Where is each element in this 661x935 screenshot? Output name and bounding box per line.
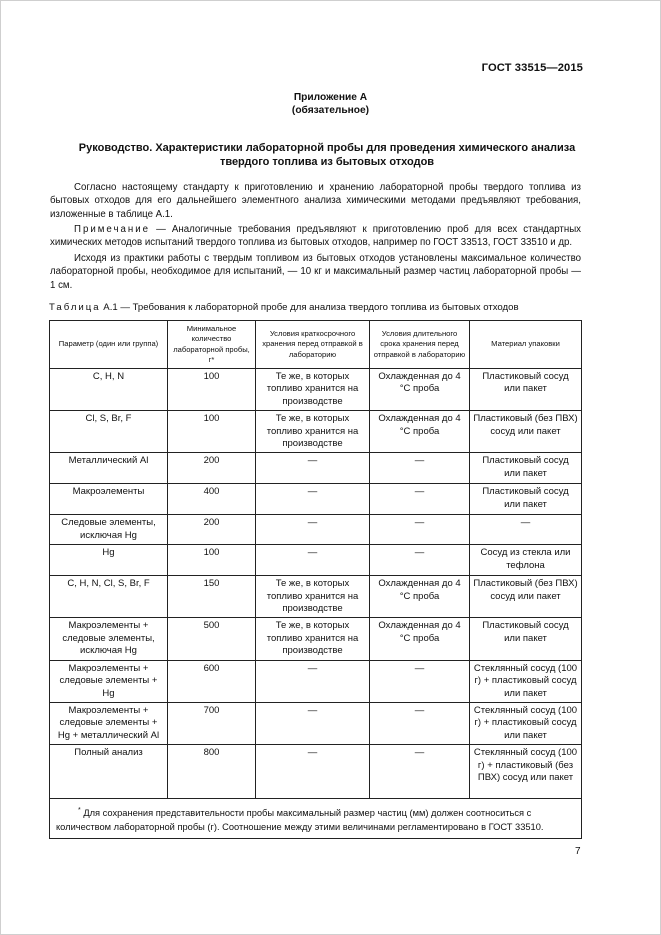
cell-short-storage: —	[256, 660, 370, 702]
note-label: Примечание	[74, 224, 151, 235]
cell-long-storage: Охлажденная до 4 °C проба	[370, 369, 470, 411]
cell-quantity: 200	[168, 453, 256, 484]
cell-packaging: Стеклянный сосуд (100 г) + пластиковый сосуд или пакет	[470, 702, 582, 744]
cell-quantity: 400	[168, 484, 256, 515]
cell-short-storage: —	[256, 745, 370, 799]
header-parameter: Параметр (один или группа)	[50, 321, 168, 369]
table-footnote-row	[50, 799, 582, 839]
table-row	[50, 411, 582, 453]
annex-title: Приложение А	[293, 92, 368, 103]
footnote-text: Для сохранения представительности пробы максимальный размер частиц (мм) должен соотноситься с количеством лабораторной пробы (г). Соотношение между этими величинами регламентировано в ГОСТ 33510.	[56, 808, 544, 832]
cell-packaging: Пластиковый сосуд или пакет	[470, 484, 582, 515]
cell-packaging: Пластиковый сосуд или пакет	[470, 369, 582, 411]
table-row	[50, 545, 582, 576]
cell-short-storage: Те же, в которых топливо хранится на производстве	[256, 576, 370, 618]
footnote-mark: *	[78, 807, 81, 815]
cell-parameter: Полный анализ	[50, 745, 168, 799]
cell-long-storage: Охлажденная до 4 °C проба	[370, 411, 470, 453]
cell-long-storage: —	[370, 453, 470, 484]
cell-long-storage: —	[370, 545, 470, 576]
cell-packaging: Пластиковый (без ПВХ) сосуд или пакет	[470, 411, 582, 453]
header-min-quantity: Минимальное количество лабораторной пробы, г*	[168, 321, 256, 369]
table-header-row	[50, 321, 582, 369]
cell-packaging: Пластиковый сосуд или пакет	[470, 618, 582, 660]
cell-long-storage: —	[370, 745, 470, 799]
table-row	[50, 453, 582, 484]
cell-parameter: Hg	[50, 545, 168, 576]
cell-quantity: 100	[168, 369, 256, 411]
cell-quantity: 500	[168, 618, 256, 660]
table-row	[50, 369, 582, 411]
cell-parameter: Макроэлементы + следовые элементы + Hg	[50, 660, 168, 702]
cell-short-storage: Те же, в которых топливо хранится на производстве	[256, 369, 370, 411]
table-caption-text: А.1 — Требования к лабораторной пробе для анализа твердого топлива из бытовых отходов	[100, 302, 519, 313]
cell-quantity: 200	[168, 515, 256, 545]
cell-packaging: —	[470, 515, 582, 545]
cell-parameter: Макроэлементы + следовые элементы + Hg + металлический Al	[50, 702, 168, 744]
cell-parameter: Металлический Al	[50, 453, 168, 484]
cell-parameter: Макроэлементы + следовые элементы, исключая Hg	[50, 618, 168, 660]
table-row	[50, 745, 582, 799]
paragraph-intro: Согласно настоящему стандарту к приготовлению и хранению лабораторной пробы твердого топлива из бытовых отходов для его дальнейшего элементного анализа химическими методами предъявляют требования, изложенные в таблице А.1.	[50, 182, 581, 220]
table-row	[50, 515, 582, 545]
paragraph-note	[50, 223, 581, 250]
section-title: Руководство. Характеристики лабораторной пробы для проведения химического анализа твердого топлива из бытовых отходов	[78, 142, 576, 168]
cell-long-storage: —	[370, 484, 470, 515]
header-packaging: Материал упаковки	[470, 321, 582, 369]
table-row	[50, 618, 582, 660]
standard-number: ГОСТ 33515—2015	[481, 62, 583, 74]
table-caption	[49, 302, 609, 313]
cell-packaging: Сосуд из стекла или тефлона	[470, 545, 582, 576]
cell-long-storage: Охлажденная до 4 °C проба	[370, 618, 470, 660]
page-number: 7	[575, 846, 581, 857]
annex-status: (обязательное)	[291, 105, 370, 116]
note-text: — Аналогичные требования предъявляют к приготовлению проб для всех стандартных химических методов испытаний твердого топлива из бытовых отходов, например по ГОСТ 33513, ГОСТ 33510 и др.	[50, 224, 581, 249]
cell-short-storage: —	[256, 453, 370, 484]
cell-short-storage: —	[256, 484, 370, 515]
table-row	[50, 484, 582, 515]
table-row	[50, 702, 582, 744]
cell-quantity: 100	[168, 545, 256, 576]
cell-parameter: Cl, S, Br, F	[50, 411, 168, 453]
cell-long-storage: Охлажденная до 4 °C проба	[370, 576, 470, 618]
paragraph-limits: Исходя из практики работы с твердым топливом из бытовых отходов установлены максимальное количество лабораторной пробы, необходимое для испытаний, — 10 кг и максимальный размер частиц лабораторной пробы — 1 см.	[50, 253, 581, 291]
cell-short-storage: —	[256, 545, 370, 576]
cell-short-storage: Те же, в которых топливо хранится на производстве	[256, 618, 370, 660]
cell-long-storage: —	[370, 702, 470, 744]
table-row	[50, 576, 582, 618]
cell-parameter: Следовые элементы, исключая Hg	[50, 515, 168, 545]
cell-quantity: 150	[168, 576, 256, 618]
table-row	[50, 660, 582, 702]
cell-short-storage: —	[256, 515, 370, 545]
cell-quantity: 800	[168, 745, 256, 799]
table-footnote	[50, 799, 582, 839]
header-short-storage: Условия краткосрочного хранения перед отправкой в лабораторию	[256, 321, 370, 369]
cell-short-storage: —	[256, 702, 370, 744]
cell-packaging: Стеклянный сосуд (100 г) + пластиковый сосуд или пакет	[470, 660, 582, 702]
header-long-storage: Условия длительного срока хранения перед отправкой в лабораторию	[370, 321, 470, 369]
cell-packaging: Пластиковый (без ПВХ) сосуд или пакет	[470, 576, 582, 618]
cell-parameter: C, H, N, Cl, S, Br, F	[50, 576, 168, 618]
cell-quantity: 100	[168, 411, 256, 453]
cell-long-storage: —	[370, 515, 470, 545]
cell-parameter: C, H, N	[50, 369, 168, 411]
cell-packaging: Пластиковый сосуд или пакет	[470, 453, 582, 484]
cell-long-storage: —	[370, 660, 470, 702]
cell-quantity: 700	[168, 702, 256, 744]
cell-short-storage: Те же, в которых топливо хранится на производстве	[256, 411, 370, 453]
cell-parameter: Макроэлементы	[50, 484, 168, 515]
annex-heading	[0, 91, 661, 117]
cell-packaging: Стеклянный сосуд (100 г) + пластиковый (без ПВХ) сосуд или пакет	[470, 745, 582, 799]
requirements-table	[49, 320, 582, 839]
cell-quantity: 600	[168, 660, 256, 702]
table-caption-label: Таблица	[49, 302, 101, 313]
